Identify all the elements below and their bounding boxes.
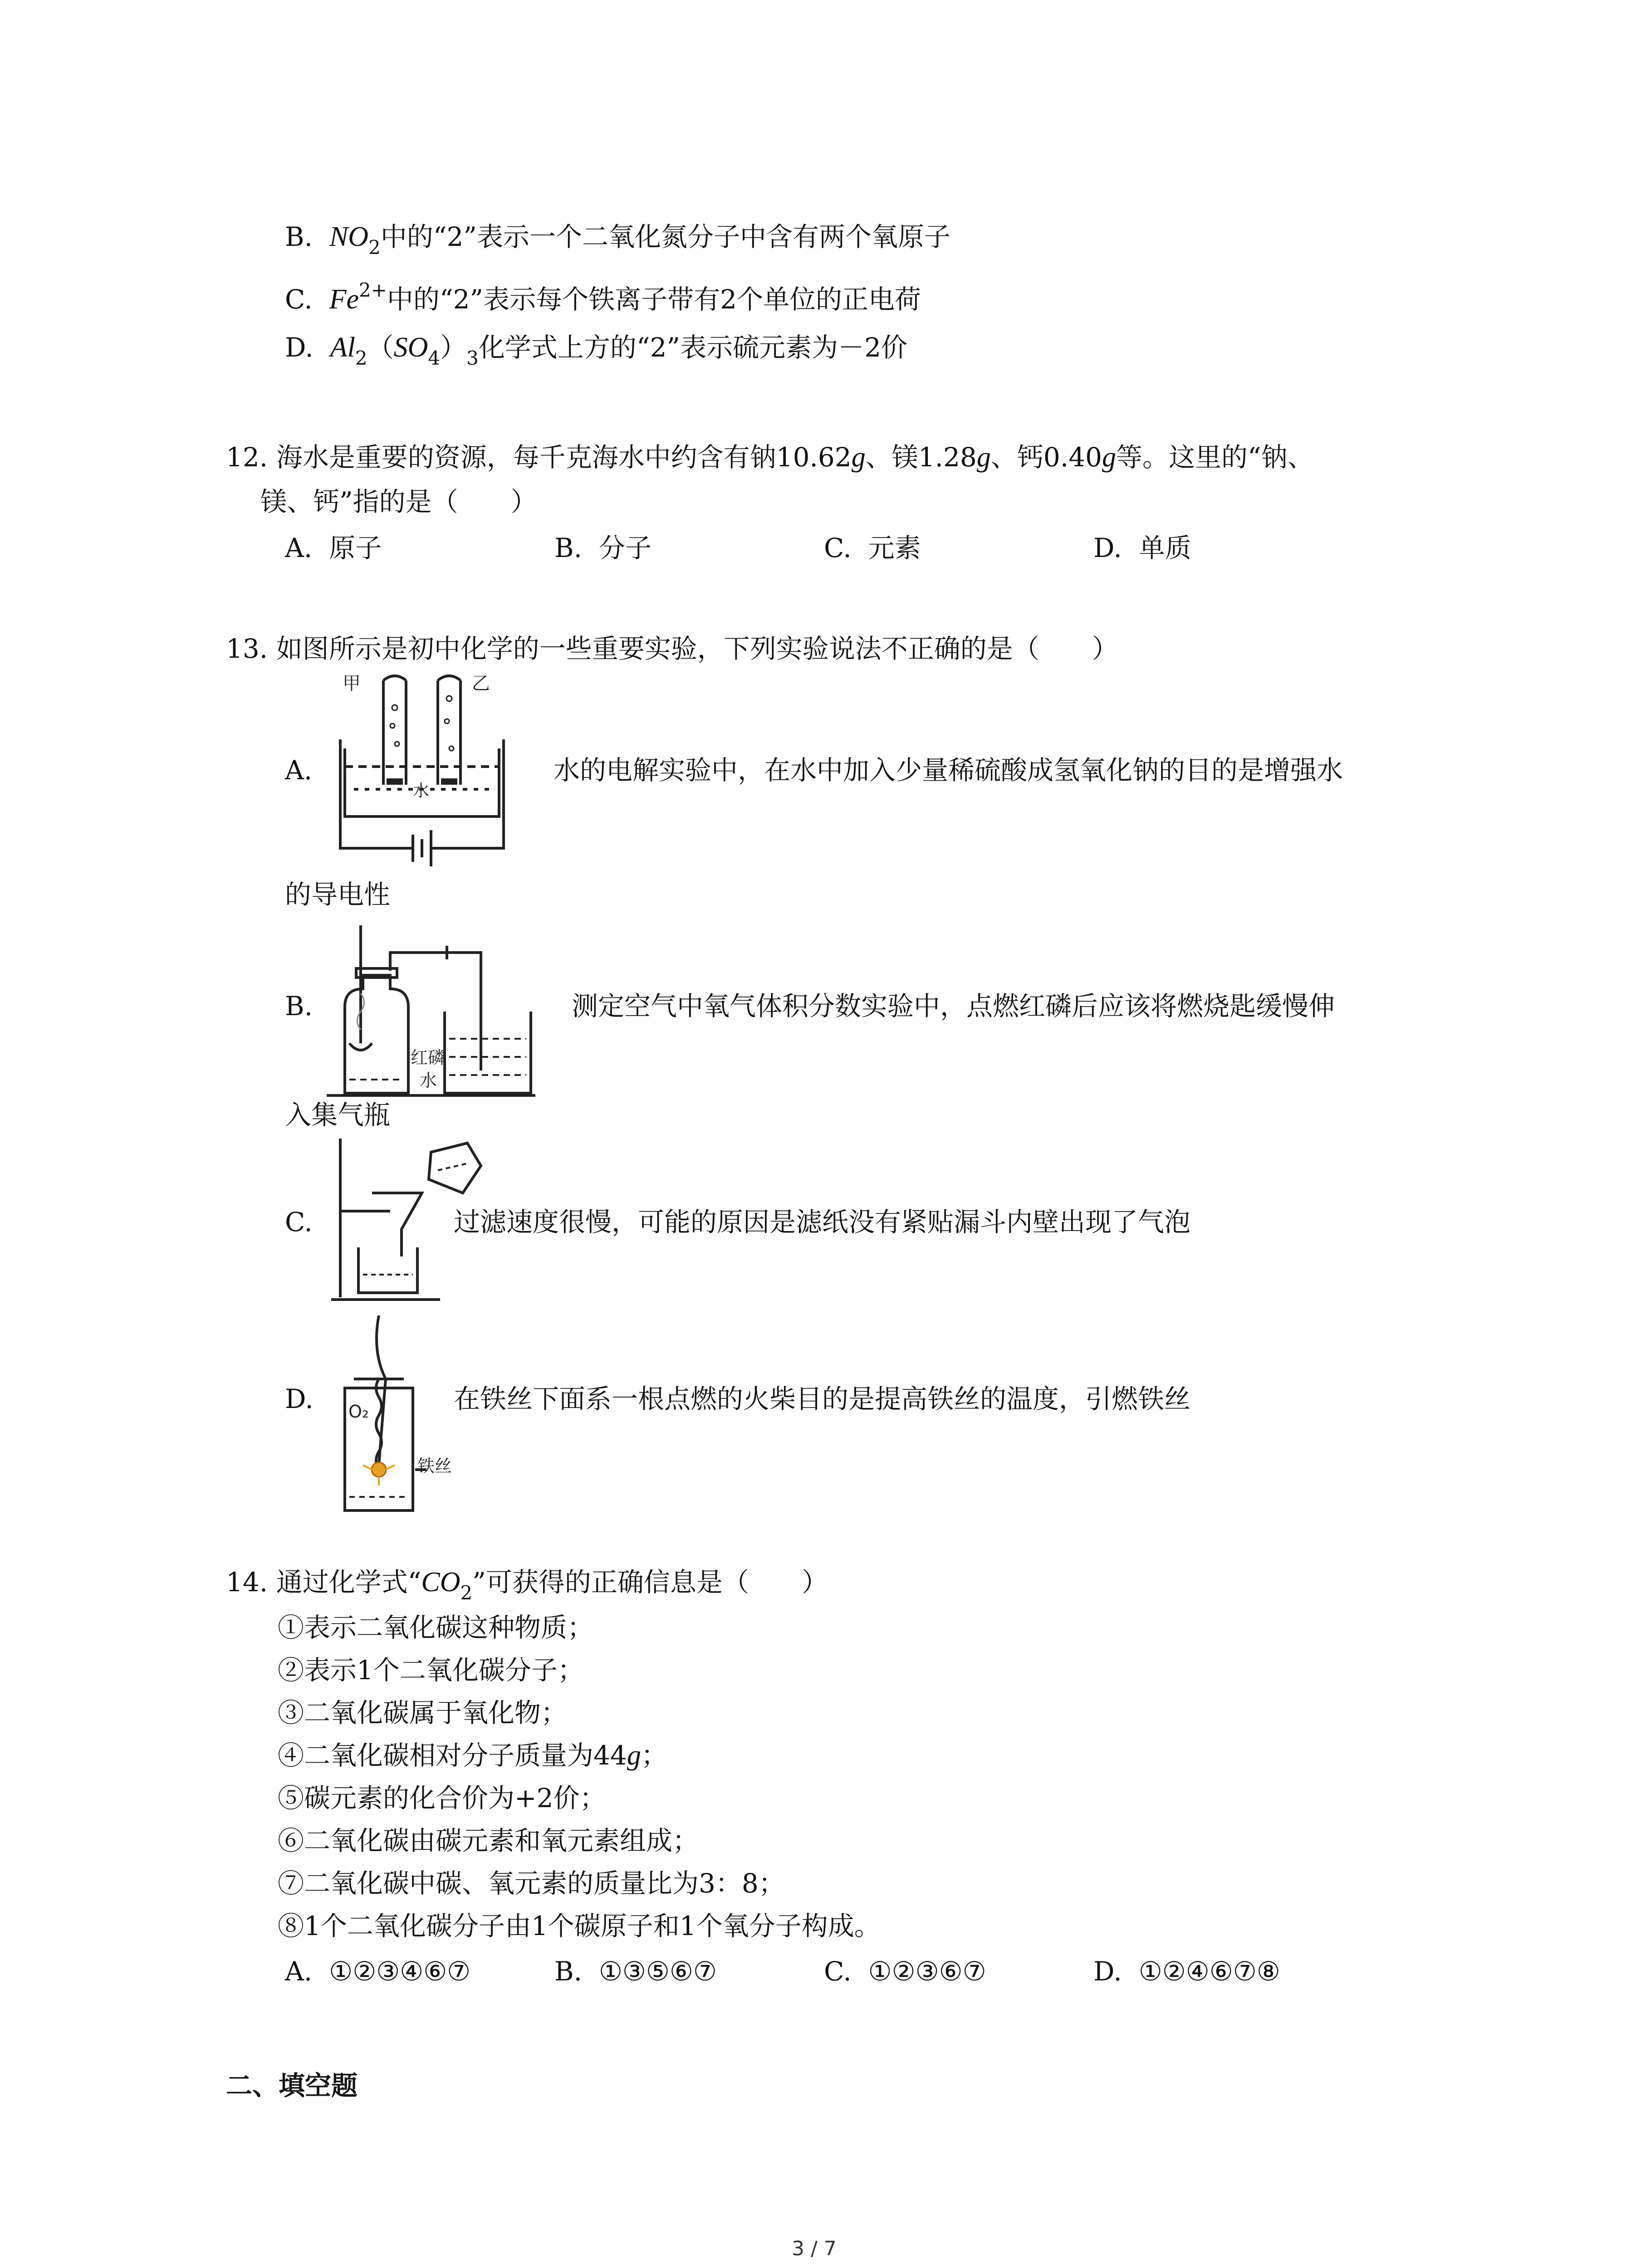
- label-red-phosphorus: 红磷: [411, 1048, 446, 1068]
- q13-option-b-text: 测定空气中氧气体积分数实验中，点燃红磷后应该将燃烧匙缓慢伸: [572, 991, 1335, 1022]
- q13-stem: 13. 如图所示是初中化学的一些重要实验，下列实验说法不正确的是（ ）: [226, 633, 1118, 664]
- q14-item-5: ⑤碳元素的化合价为+2价；: [278, 1783, 606, 1813]
- q14-stem: 14. 通过化学式“$CO_2$”可获得的正确信息是（ ）: [226, 1567, 828, 1604]
- q14-option-a: A. ①②③④⑥⑦: [285, 1956, 471, 1987]
- section-heading: 二、填空题: [226, 2070, 358, 2101]
- label-yi: 乙: [472, 673, 490, 694]
- q14-item-3: ③二氧化碳属于氧化物；: [278, 1697, 568, 1728]
- label-water: 水: [413, 782, 430, 800]
- q12-stem-line2: 镁、钙”指的是（ ）: [260, 486, 537, 517]
- q14-item-8: ⑧1个二氧化碳分子由1个碳原子和1个氧分子构成。: [278, 1911, 881, 1941]
- q13-option-a-label: A.: [285, 755, 313, 786]
- q14-item-2: ②表示1个二氧化碳分子；: [278, 1655, 584, 1686]
- q14-item-4: ④二氧化碳相对分子质量为44g；: [278, 1740, 667, 1771]
- q14-option-b: B. ①③⑤⑥⑦: [554, 1956, 717, 1987]
- q13-option-d-text: 在铁丝下面系一根点燃的火柴目的是提高铁丝的温度，引燃铁丝: [454, 1383, 1191, 1414]
- q14-item-6: ⑥二氧化碳由碳元素和氧元素组成；: [278, 1825, 699, 1856]
- q13-electrolysis-figure: [327, 671, 517, 871]
- q14-option-c: C. ①②③⑥⑦: [824, 1956, 986, 1987]
- q13-oxygen-figure: [318, 925, 544, 1107]
- q11-option-c: C. $Fe^{2+}$中的“2”表示每个铁离子带有2个单位的正电荷: [285, 279, 921, 315]
- q13-option-b-text-cont: 入集气瓶: [285, 1100, 391, 1130]
- q13-option-c-label: C.: [285, 1207, 313, 1237]
- q11-option-d: D. $Al_2(SO_4)_3$化学式上方的“2”表示硫元素为－2价: [285, 332, 907, 369]
- q12-option-b: B. 分子: [554, 533, 652, 563]
- q12-option-d: D. 单质: [1093, 533, 1191, 563]
- q13-option-a-text-cont: 的导电性: [285, 879, 391, 910]
- page-number: 3 / 7: [792, 2237, 837, 2260]
- q14-item-7: ⑦二氧化碳中碳、氧元素的质量比为3：8；: [278, 1868, 785, 1899]
- q14-item-1: ①表示二氧化碳这种物质；: [278, 1612, 594, 1643]
- label-o2: O₂: [348, 1402, 369, 1422]
- q14-option-d: D. ①②④⑥⑦⑧: [1093, 1956, 1280, 1987]
- q12-option-c: C. 元素: [824, 533, 921, 563]
- q13-option-b-label: B.: [285, 991, 313, 1022]
- q12-option-a: A. 原子: [285, 533, 382, 563]
- label-jia: 甲: [343, 673, 361, 694]
- q13-iron-wire-figure: [336, 1315, 472, 1515]
- label-iron-wire: 铁丝: [417, 1456, 452, 1476]
- label-water-b: 水: [420, 1070, 437, 1090]
- q13-option-c-text: 过滤速度很慢，可能的原因是滤纸没有紧贴漏斗内壁出现了气泡: [454, 1207, 1191, 1237]
- q11-option-b: B. $NO_2$中的“2”表示一个二氧化氮分子中含有两个氧原子: [285, 221, 951, 259]
- q13-option-a-text: 水的电解实验中，在水中加入少量稀硫酸成氢氧化钠的目的是增强水: [554, 755, 1343, 786]
- q13-option-d-label: D.: [285, 1383, 314, 1414]
- q12-stem-line1: 12. 海水是重要的资源，每千克海水中约含有钠10.62g、镁1.28g、钙0.40g等。这里的“钠、: [226, 442, 1314, 473]
